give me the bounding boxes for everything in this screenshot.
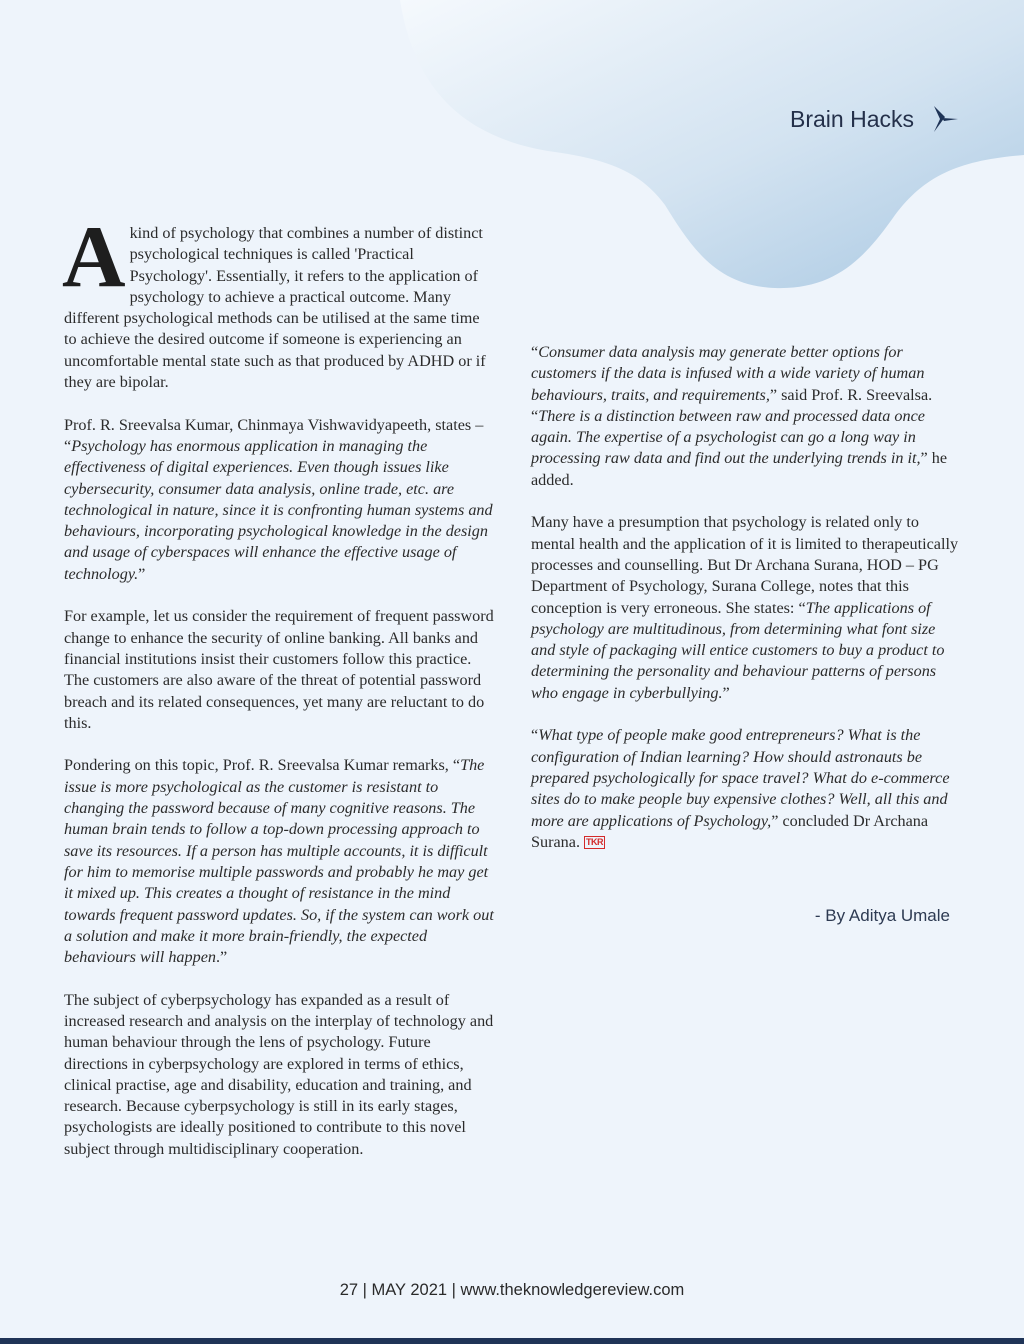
byline: - By Aditya Umale [814, 906, 950, 925]
bottom-bar [0, 1338, 1024, 1344]
article-paragraph-5: The subject of cyberpsychology has expanded as a result of increased research and analysis on the interplay of technology and human behaviour through the lens of psychology. Future directions in cyberpsychology are explored in terms of ethics, clinical practise, age and disability, education and training, and research. Because cyberpsychology is still in its early stages, psychologists are ideally positioned to contribute to this novel subject through multidisciplinary cooperation. [64, 990, 494, 1158]
article-paragraph-8: “What type of people make good entrepreneurs? What is the configuration of Indian learning? How should astronauts be prepared psychologically for space travel? What do e-commerce sites do to make people buy expensive clothes? Well, all this and more are applications of Psychology,” concluded Dr Archana Surana. TKR [531, 726, 950, 851]
article-right-column [531, 342, 963, 874]
arrow-star-icon [930, 104, 960, 134]
article-paragraph-3: For example, let us consider the requirement of frequent password change to enhance the security of online banking. All banks and financial institutions insist their customers follow this practice. The customers are also aware of the threat of potential password breach and its related consequences, yet many are reluctant to do this. [64, 607, 494, 732]
article-paragraph-4: Pondering on this topic, Prof. R. Sreevalsa Kumar remarks, “The issue is more psychological as the customer is resistant to changing the password because of many cognitive reasons. The human brain tends to follow a top-down processing approach to save its resources. If a person has multiple accounts, it is difficult for him to memorise multiple passwords and probably he may get it mixed up. This creates a thought of resistance in the mind towards frequent password updates. So, if the system can work out a solution and make it more brain-friendly, the expected behaviours will happen.” [64, 756, 494, 967]
article-left-column [62, 209, 496, 1181]
article-paragraph-7: Many have a presumption that psychology is related only to mental health and the application of it is limited to therapeutically processes and counselling. But Dr Archana Surana, HOD – PG Department of Psychology, Surana College, notes that this conception is very erroneous. She states: “The applications of psychology are multitudinous, from determining what font size and style of packaging will entice customers to buy a product to determining the personality and behaviour patterns of persons who engage in cyberbullying.” [531, 513, 959, 702]
section-header [790, 104, 960, 134]
article-paragraph-1: Akind of psychology that combines a number of distinct psychological techniques is called 'Practical Psychology'. Essentially, it refers to the application of psychology to achieve a practical outcome. Many different psychological methods can be utilised at the same time to achieve the desired outcome if someone is experiencing an uncomfortable mental state such as that produced by ADHD or if they are bipolar. [62, 209, 486, 392]
tkr-logo-icon: TKR [586, 836, 604, 847]
drop-cap: A [62, 209, 126, 306]
page-footer: 27 | MAY 2021 | www.theknowledgereview.com [339, 1281, 685, 1299]
section-title: Brain Hacks [790, 105, 914, 132]
article-paragraph-2: Prof. R. Sreevalsa Kumar, Chinmaya Vishwavidyapeeth, states – “Psychology has enormous application in managing the effectiveness of digital experiences. Even though issues like cybersecurity, consumer data analysis, online trade, etc. are technological in nature, since it is confronting human systems and behaviours, incorporating psychological knowledge in the design and usage of cyberspaces will enhance the effective usage of technology.” [64, 415, 493, 583]
article-paragraph-6: “Consumer data analysis may generate better options for customers if the data is infused with a wide variety of human behaviours, traits, and requirements,” said Prof. R. Sreevalsa. “There is a distinction between raw and processed data once again. The expertise of a psychologist can go a long way in processing raw data and find out the underlying trends in it,” he added. [531, 343, 948, 489]
